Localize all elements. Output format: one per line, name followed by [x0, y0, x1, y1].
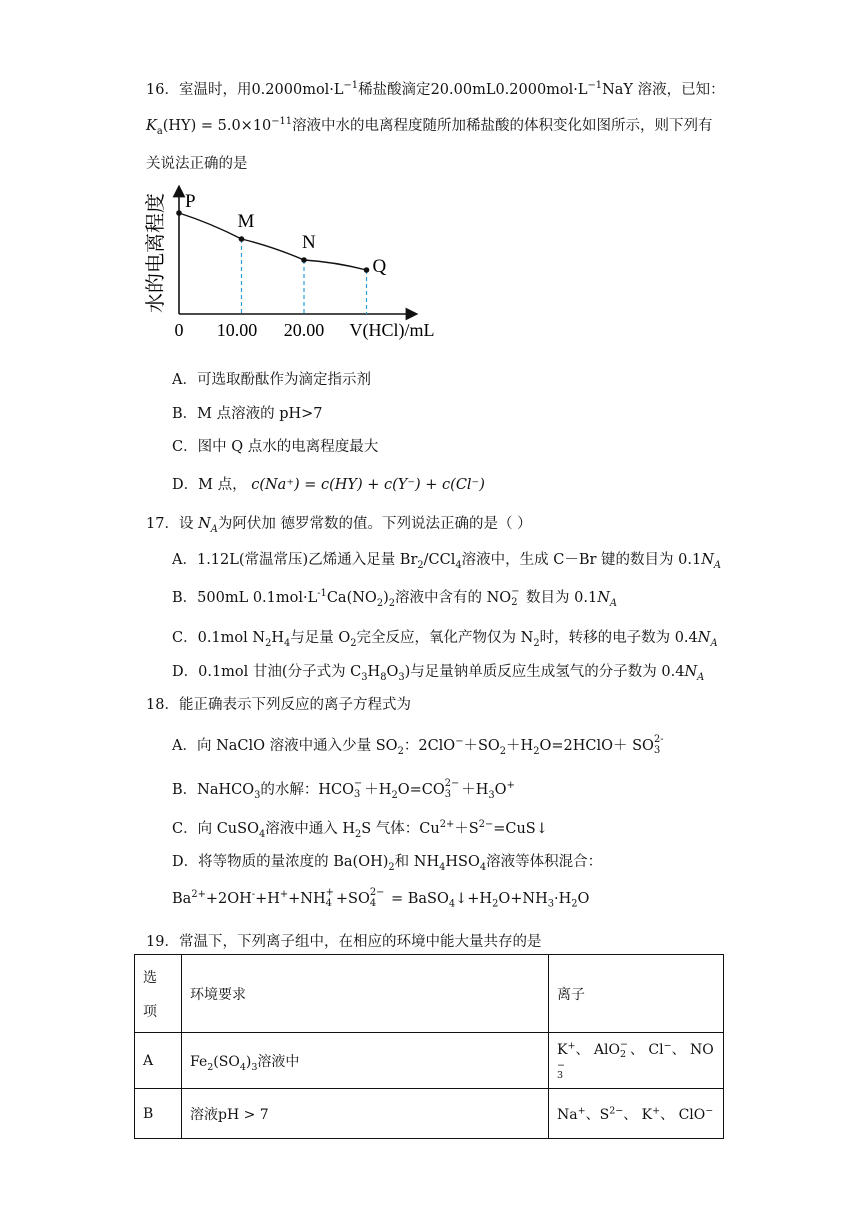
q17-option-a: A．1.12L(常温常压)乙烯通入足量 $Br_2/CCl_4$溶液中，生成 C－Br 键的数目为 $0.1N_A$ — [172, 552, 722, 571]
q18-option-b: B．NaHCO$_3$的水解：HCO − 3 $+H_2O=CO$ 2− 3 $+H_3O^+$ — [172, 778, 515, 801]
row-a-ions: K+、 AlO − 2 、 Cl−、 NO − 3 — [549, 1033, 724, 1089]
row-b-environment: 溶液pH > 7 — [182, 1089, 549, 1139]
q17-option-c: C．0.1mol $N_2H_4$与足量 $O_2$完全反应，氧化产物仅为 $N_2$时，转移的电子数为 $0.4N_A$ — [172, 630, 718, 649]
q19-table — [134, 954, 724, 1139]
q18-option-a: A．向 NaClO 溶液中通入少量 $SO_2$：$2ClO^-+SO_2+H_2O=2HClO+$ SO 2- 3 — [172, 734, 664, 757]
q18-option-d-equation: $Ba^{2+}+2OH^-+H^++NH$ + 4 +SO 2− 4 = $BaSO_4↓+H_2O+NH_3\cdot H_2O$ — [172, 887, 590, 910]
q18-stem: 18．能正确表示下列反应的离子方程式为 — [146, 697, 411, 713]
q16-option-a: A．可选取酚酞作为滴定指示剂 — [172, 372, 371, 388]
row-a-environment: $Fe_2(SO_4)_3$溶液中 — [182, 1033, 549, 1089]
q17-option-b: B．500mL $0.1mol\cdot L^{-1}Ca(NO_2)_2$溶液中含有的 NO − 2 数目为 $0.1N_A$ — [172, 586, 618, 609]
q16-option-c: C．图中 Q 点水的电离程度最大 — [172, 439, 379, 455]
table-header-row — [135, 955, 724, 1033]
q18-option-d: D．将等物质的量浓度的 $Ba(OH)_2$和 $NH_4HSO_4$溶液等体积混合： — [172, 854, 603, 873]
point-p — [176, 210, 182, 216]
point-label-n: N — [302, 232, 316, 253]
q16-option-d: D．M 点， c(Na⁺) = c(HY) + c(Y⁻) + c(Cl⁻) — [172, 477, 485, 493]
table-row — [135, 1033, 724, 1089]
header-environment: 环境要求 — [182, 955, 549, 1033]
header-ions: 离子 — [549, 955, 724, 1033]
q19-stem: 19．常温下，下列离子组中，在相应的环境中能大量共存的是 — [146, 934, 542, 950]
row-a-option: A — [135, 1033, 182, 1089]
point-label-m: M — [237, 211, 255, 232]
q16-option-b: B．M 点溶液的 pH>7 — [172, 406, 323, 422]
x-axis-label: V(HCl)/mL — [349, 320, 435, 340]
point-q — [364, 267, 370, 273]
series-line — [179, 213, 367, 270]
point-n — [301, 257, 307, 263]
q16-line3: 关说法正确的是 — [146, 156, 248, 172]
x-tick-20: 20.00 — [283, 320, 325, 340]
q16-line1: 16．室温时，用$0.2000mol\cdot L^{-1}$稀盐酸滴定$20.00mL0.2000mol\cdot L^{-1}NaY$ 溶液，已知： — [146, 80, 725, 98]
table-row — [135, 1089, 724, 1139]
x-tick-10: 10.00 — [216, 320, 258, 340]
point-label-p: P — [185, 191, 196, 212]
row-b-ions: Na+、$S^{2-}$、 K+、 ClO− — [549, 1089, 724, 1139]
point-m — [239, 236, 245, 242]
q17-option-d: D．0.1mol 甘油(分子式为 $C_3H_8O_3$)与足量钠单质反应生成氢气的分子数为 $0.4N_A$ — [172, 664, 705, 683]
point-label-q: Q — [372, 256, 387, 277]
x-tick-0: 0 — [174, 320, 184, 340]
row-b-option: B — [135, 1089, 182, 1139]
q17-stem: 17．设 $N_A$为阿伏加 德罗常数的值。下列说法正确的是（ ） — [146, 516, 532, 535]
q16-line2: $K_a(HY) = 5.0\times 10^{-11}$溶液中水的电离程度随所加稀盐酸的体积变化如图所示，则下列有 — [146, 116, 713, 137]
ionization-chart — [140, 185, 450, 345]
y-axis-label: 水的电离程度 — [143, 193, 167, 313]
header-option: 选 项 — [135, 955, 182, 1033]
q18-option-c: C．向 CuSO$_4$溶液中通入 $H_2S$ 气体：$Cu^{2+}+S^{2-}=CuS↓$ — [172, 819, 548, 840]
